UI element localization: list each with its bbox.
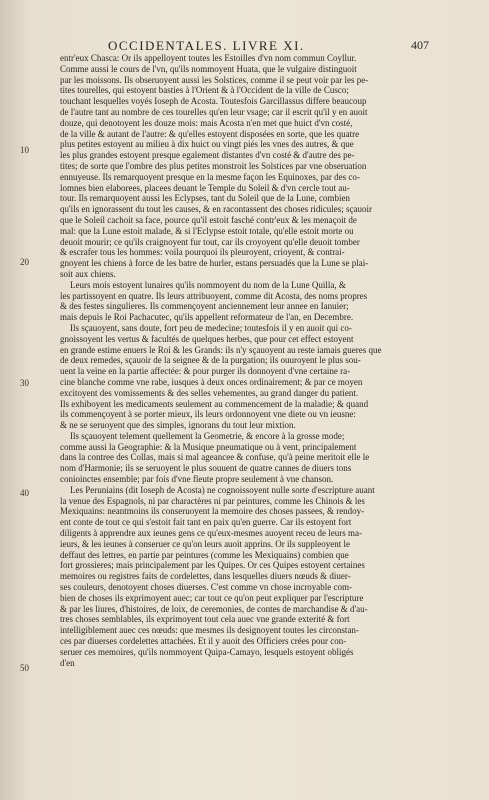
line-number-20: 20 — [20, 257, 29, 267]
text-line: tites tourelles, qui estoyent basties à l'Orient & à l'Occident de la ville de Cusco; — [60, 85, 349, 96]
body-text — [60, 53, 435, 668]
text-line: de la ville & autant de l'autre: & qu'elles estoyent disposées en sorte, que les quatre — [60, 128, 360, 139]
text-line: memoires ou registres faits de cordelettes, dans lesquelles diuers nœuds & diuer- — [60, 571, 351, 582]
text-line: de deux remedes, sçauoir de la seignee & de la purgation; ils ouuroyent le plus sou- — [60, 355, 361, 366]
text-line: lomnes bien elaborees, placees deuant le Temple du Soleil & d'vn cercle tout au- — [60, 182, 350, 193]
text-line: Les Peruniains (dit Ioseph de Acosta) ne cognoissoyent nulle sorte d'escripture auant — [70, 484, 375, 495]
text-line: les partissoyent en quatre. Ils leurs attribuoyent, comme dit Acosta, des noms propres — [60, 290, 368, 301]
text-line: tres choses semblables, ils exprimoyent tout cela auec vne grande exterité & fort — [60, 614, 350, 625]
text-line: ieurs, & les ieunes à conseruer ce qu'on leurs auoit apprins. Or ils suppleoyent le — [60, 538, 351, 549]
text-line: intelligiblement auec ces nœuds: que mesmes ils designoyent toutes les circonstan- — [60, 625, 359, 636]
text-line: uent la veine en la partie affectée: & pour purger ils donnoyent d'vne certaine ra- — [60, 366, 351, 377]
text-line: par les moissons. Ils obseruoyent aussi les Solstices, comme il se peut voir par les pe- — [60, 74, 369, 85]
text-line: ses couleurs, denotoyent choses diuerses. C'est comme vn chose incroyable com- — [60, 582, 353, 593]
text-line: tour. Ils remarquoyent aussi les Eclypses, tant du Soleil que de la Lune, combien — [60, 193, 350, 204]
text-line: les plus grandes estoyent presque egalement distantes d'vn costé & d'autre des pe- — [60, 150, 355, 161]
text-line: Mexiquains: neantmoins ils conseruoyent la memoire des choses passees, & rendoy- — [60, 506, 365, 517]
text-line: & escrafer tous les hommes: voila pourquoi ils pleuroyent, crioyent, & contrai- — [60, 247, 345, 258]
text-line: gnoyent les chiens à force de les batre de hurler, estans persuadés que la Lune se plai- — [60, 258, 369, 269]
text-line: tites; de sorte que l'ombre des plus petites monstroit les Solstices par vne obseruation — [60, 160, 367, 171]
text-line: gnoissoyent les vertus & facultés de quelques herbes, que pour cet effect estoyent — [60, 333, 354, 344]
text-line: entr'eux Chasca: Or ils appelloyent toutes les Estoilles d'vn nom commun Coyllur. — [60, 53, 357, 63]
text-line: qu'ils en ignorassent du tout les causes, & en racontassent des choses ridicules; sçauoir — [60, 204, 373, 215]
text-line: Leurs mois estoyent lunaires qu'ils nommoyent du nom de la Lune Quilla, & — [70, 279, 346, 290]
text-line: ils commençoyent à se porter mieux, ils leurs ordonnoyent vne diete ou vn ieusne: — [60, 409, 356, 420]
text-line: Ils sçauoyent telement quellement la Geometrie, & encore à la grosse mode; — [70, 430, 345, 441]
text-line: Comme aussi le cours de l'vn, qu'ils nommoyent Huata, que le vulgaire distinguoit — [60, 63, 357, 74]
text-line: ces par diuerses cordelettes attachées. Et il y auoit des Officiers crées pour con- — [60, 636, 347, 647]
text-line: & par les liures, d'histoires, de loix, de ceremonies, de contes de marchandise & d'au- — [60, 603, 368, 614]
page-header — [0, 38, 489, 52]
text-line: de l'autre tant au nombre de ces tourelles qu'en leur vsage; car il escrit qu'il y en auoit — [60, 106, 368, 117]
text-line: douze, qui denotoyent les douze mois: mais Acosta n'en met que huict d'vn costé, — [60, 117, 353, 128]
text-line: conioinctes ensemble; par fois d'vne fleute propre seulement à vne chanson. — [60, 474, 334, 485]
page-number: 407 — [411, 38, 429, 52]
text-line: cine blanche comme vne rabe, iusques à deux onces ordinairement; & par ce moyen — [60, 376, 363, 387]
text-line: ennuyeuse. Ils remarquoyent presque en la mesme façon les Equinoxes, par des co- — [60, 171, 360, 182]
text-line: & des festes singulieres. Ils commençoyent anciennement leur annee en Ianuier; — [60, 301, 349, 312]
text-line: plus petites estoyent au milieu à dix huict ou vingt piés les vnes des autres, & que — [60, 139, 354, 150]
text-line: d'en — [60, 657, 75, 668]
running-title: OCCIDENTALES. LIVRE XI. — [108, 38, 305, 53]
text-line: mal: que la Lune estoit malade, & si l'Eclypse estoit totale, qu'elle estoit morte ou — [60, 225, 354, 236]
text-line: la venue des Espagnols, ni par charactères ni par peintures, comme les Chinois & les — [60, 495, 365, 506]
text-line: bien de choses ils exprimoyent auec; car tout ce qu'on peut expliquer par l'escripture — [60, 592, 364, 603]
text-line: en grande estime enuers le Roi & les Grands: ils n'y sçauoyent au reste iamais gueres que — [60, 344, 382, 355]
line-number-10: 10 — [20, 145, 29, 155]
text-line: nom d'Harmonie; ils se seruoyent le plus souuent de quatre cannes de diuers tons — [60, 463, 352, 474]
line-number-50: 50 — [20, 663, 29, 673]
text-line: fort grossieres; mais principalement par les Quipes. Or ces Quipes estoyent certaines — [60, 560, 365, 571]
text-line: seruer ces memoires, qu'ils nommoyent Quipa-Camayo, lesquels estoyent obligés — [60, 646, 354, 657]
text-line: mais depuis le Roi Pachacutec, qu'ils appellent reformateur de l'an, en Decembre. — [60, 312, 354, 323]
text-line: Ils sçauoyent, sans doute, fort peu de medecine; toutesfois il y en auoit qui co- — [70, 322, 352, 333]
text-line: soit aux chiens. — [60, 268, 116, 279]
text-line: & ne se seruoyent que des simples, ignorans du tout leur mixtion. — [60, 420, 296, 431]
text-line: ent conte de tout ce qui s'estoit fait tant en paix qu'en guerre. Car ils estoyent fort — [60, 517, 352, 528]
line-number-40: 40 — [20, 488, 29, 498]
text-line: excitoyent des vomissements & des selles vehementes, au grand danger du patient. — [60, 387, 359, 398]
text-line: comme aussi la Geographie: & la Musique pneumatique ou à vent, principalement — [60, 441, 357, 452]
text-line: deuoit mourir; ce qu'ils craignoyent fur tout, car ils croyoyent qu'elle deuoit tomber — [60, 236, 360, 247]
text-line: touchant lesquelles voyés Ioseph de Acosta. Toutesfois Garcillassus differe beaucoup — [60, 96, 367, 107]
text-line: diligents à apprendre aux ieunes gens ce qu'eux-mesmes auoyent receu de leurs ma- — [60, 528, 363, 539]
text-line: que le Soleil cachoit sa face, pource qu'il estoit fasché contr'eux & les menaçoit de — [60, 214, 357, 225]
text-line: dans la contree des Collas, mais si mal ageancee & confuse, qu'à peine meritoit elle le — [60, 452, 370, 463]
text-line: Ils exhiboyent les medicaments seulement au commencement de la maladie; & quand — [60, 398, 369, 409]
line-number-30: 30 — [20, 378, 29, 388]
text-line: deffaut des lettres, en partie par peintures (comme les Mexiquains) combien que — [60, 549, 349, 560]
